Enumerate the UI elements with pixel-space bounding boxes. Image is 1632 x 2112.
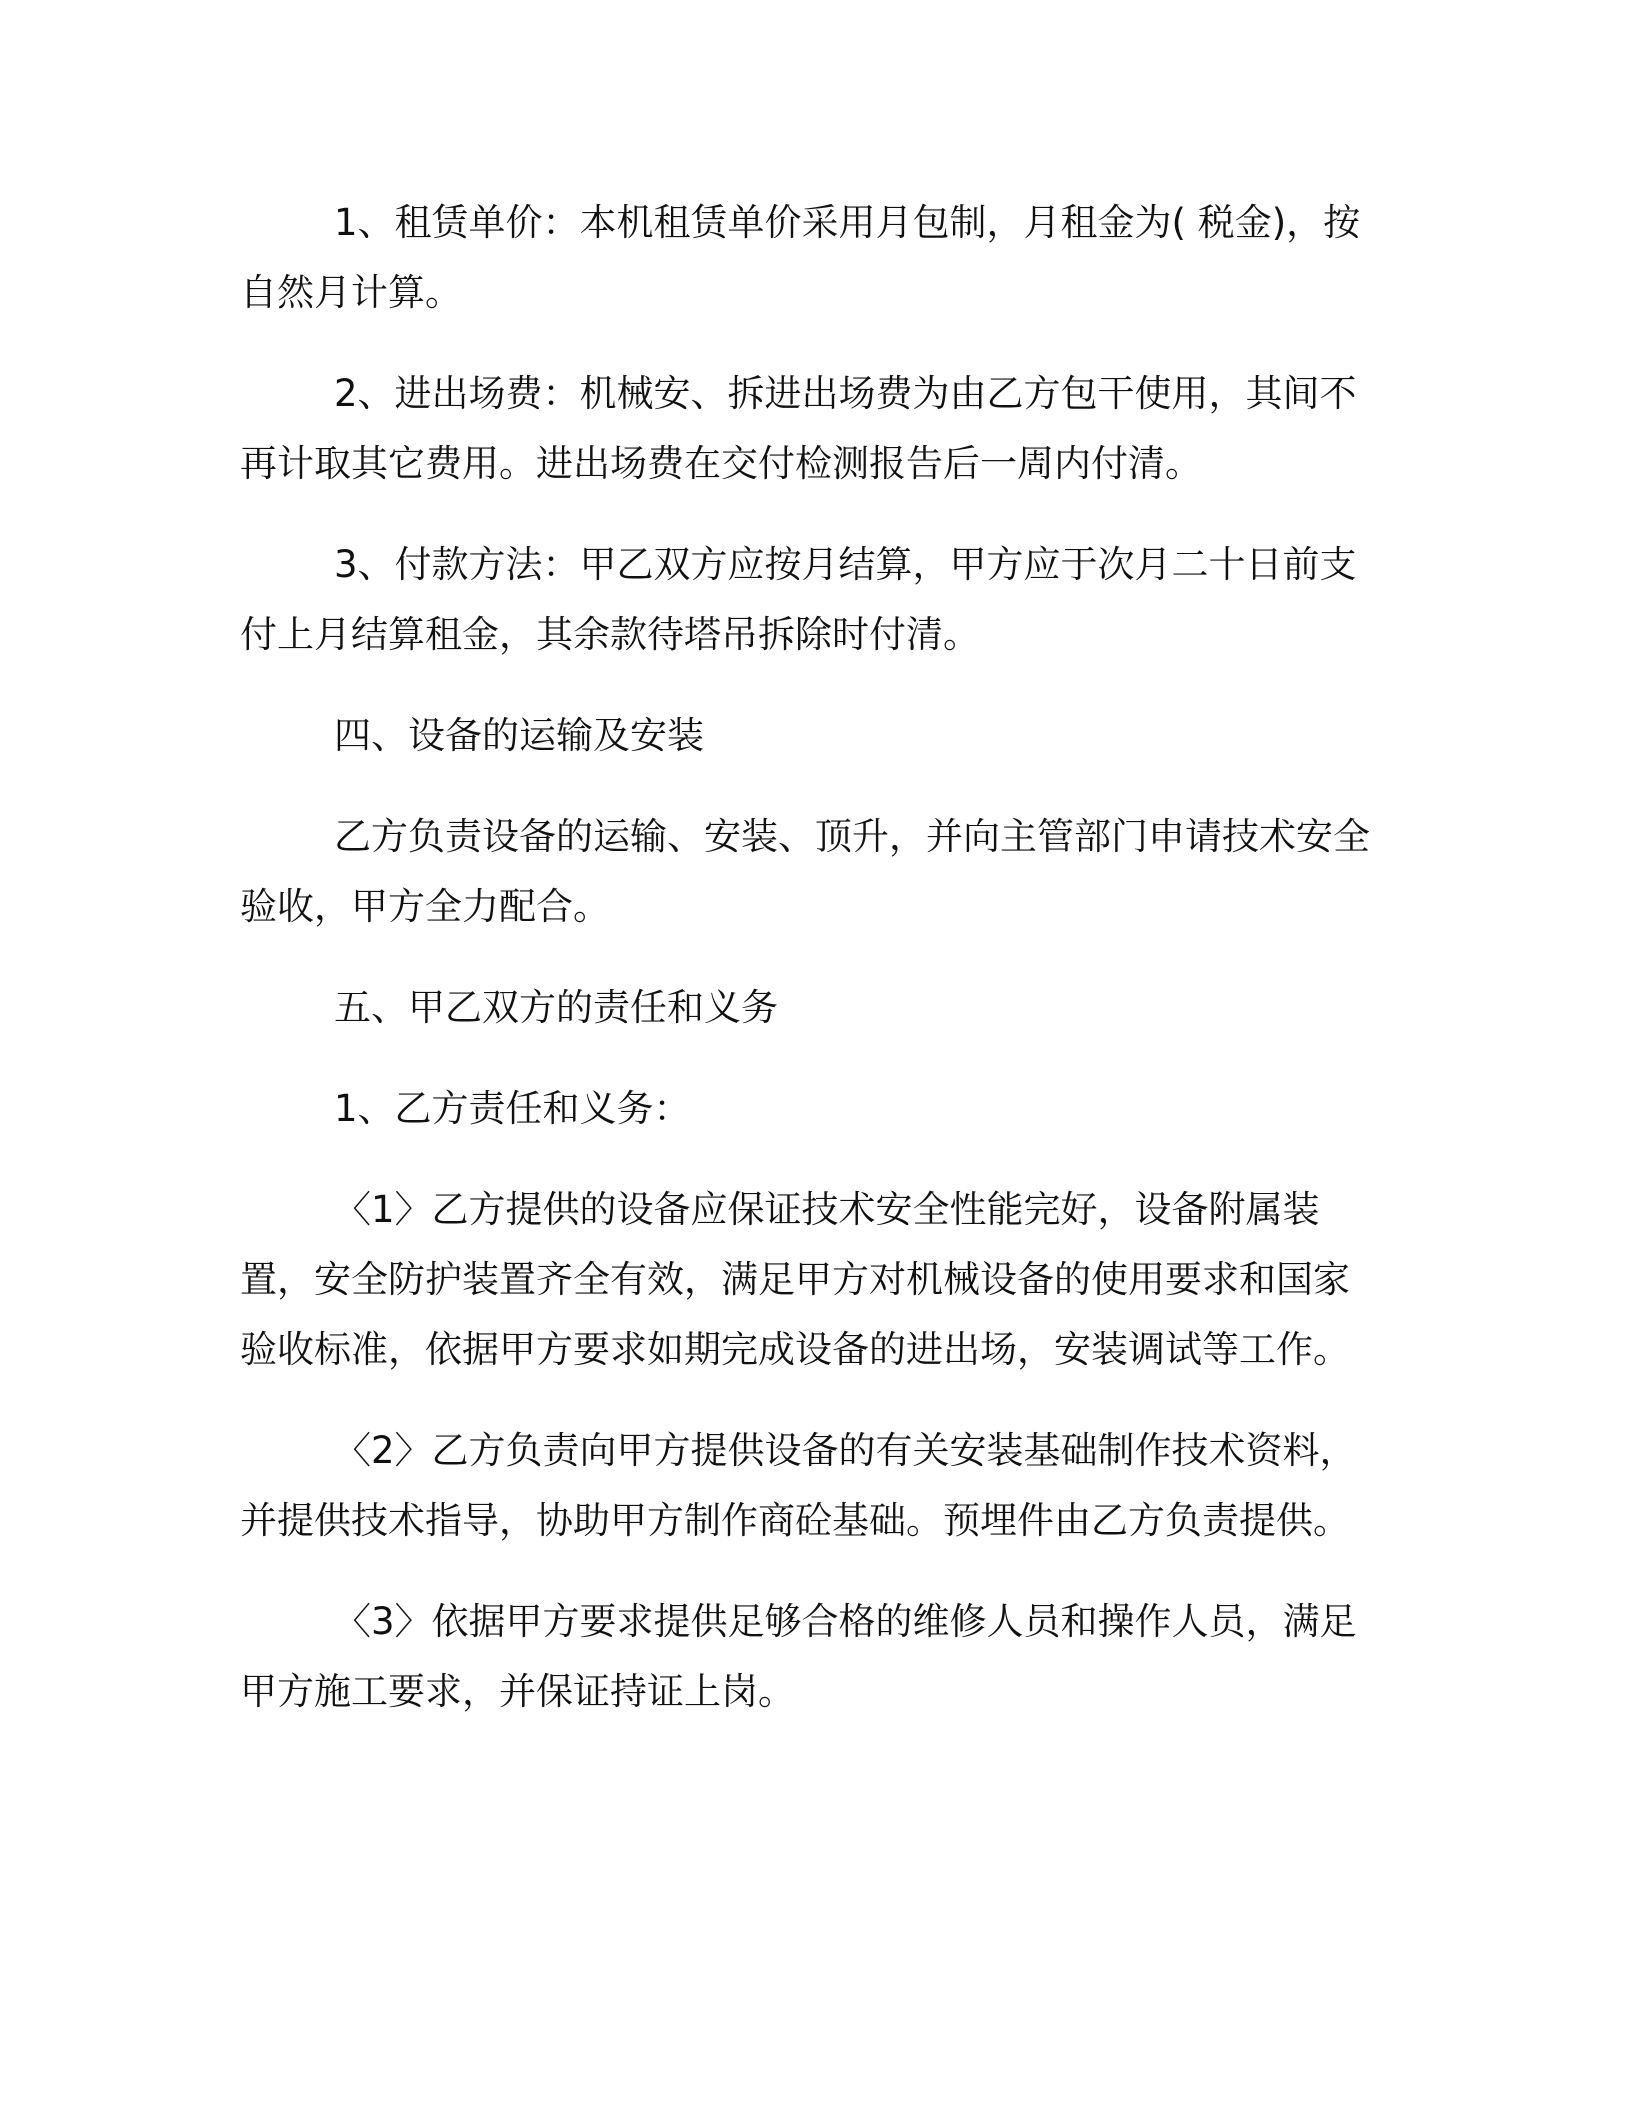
subheading-party-b-duties: 1、乙方责任和义务：	[334, 1087, 691, 1130]
paragraph-entry-exit-fee: 2、进出场费：机械安、拆进出场费为由乙方包干使用，其间不再计取其它费用。进出场费在交付检测报告后一周内付清。	[240, 372, 1357, 485]
section-heading-transport-installation: 四、设备的运输及安装	[334, 714, 704, 757]
paragraph-duty-3: 〈3〉依据甲方要求提供足够合格的维修人员和操作人员，满足甲方施工要求，并保证持证上岗。	[240, 1600, 1357, 1713]
section-heading-responsibilities: 五、甲乙双方的责任和义务	[334, 986, 778, 1029]
paragraph-transport-installation: 乙方负责设备的运输、安装、顶升，并向主管部门申请技术安全验收，甲方全力配合。	[240, 815, 1370, 928]
paragraph-rental-unit-price: 1、租赁单价：本机租赁单价采用月包制，月租金为( 税金)，按自然月计算。	[240, 201, 1361, 314]
document-body	[240, 188, 1380, 1758]
paragraph-duty-2: 〈2〉乙方负责向甲方提供设备的有关安装基础制作技术资料，并提供技术指导，协助甲方制作商砼基础。预埋件由乙方负责提供。	[240, 1429, 1357, 1542]
paragraph-payment-method: 3、付款方法：甲乙双方应按月结算，甲方应于次月二十日前支付上月结算租金，其余款待塔吊拆除时付清。	[240, 543, 1357, 656]
paragraph-duty-1: 〈1〉乙方提供的设备应保证技术安全性能完好，设备附属装置，安全防护装置齐全有效，满足甲方对机械设备的使用要求和国家验收标准，依据甲方要求如期完成设备的进出场，安装调试等工作。	[240, 1188, 1350, 1371]
